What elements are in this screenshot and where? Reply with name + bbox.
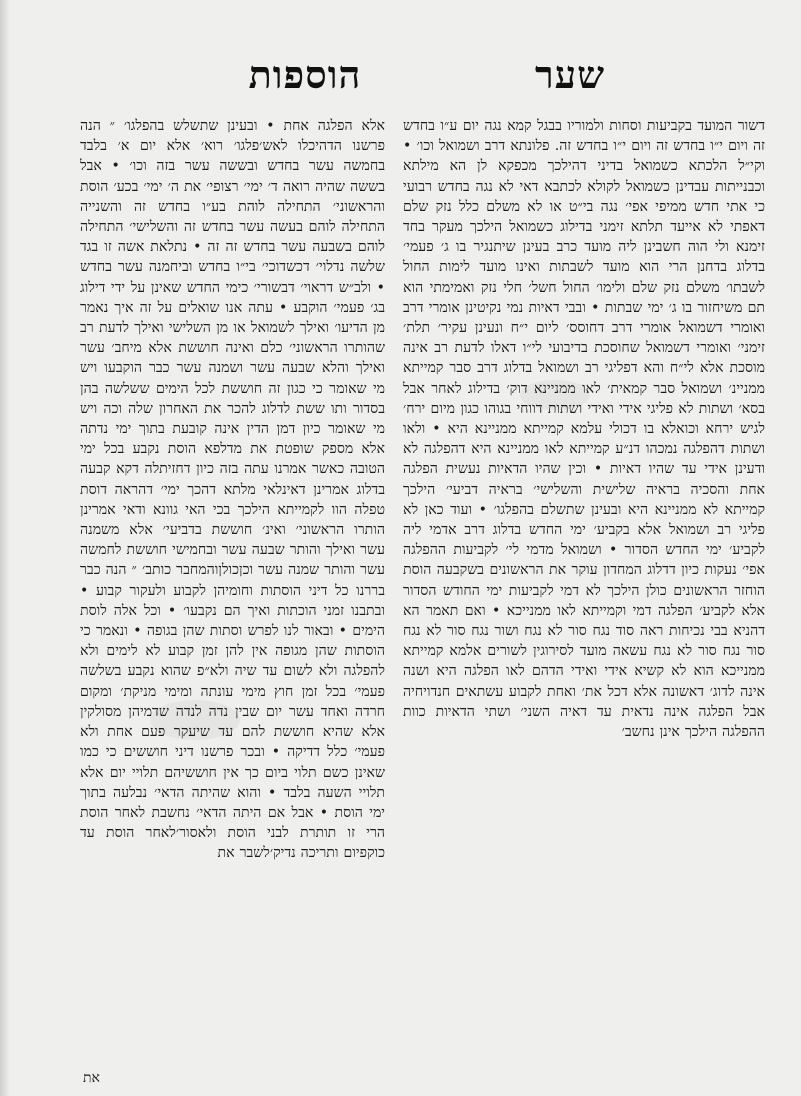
left-column-paragraph: אלא הפלגה אחת • ובעינן שתשלש בהפלגו׳ ״ הנה פרשנו הדהיכלו לאש׳פלגו׳ רוא׳ אלא יום א׳ בלבד בחמשה עשר בחדש ובששה עשר בזה וכו׳ • אבל בששה שהיה רואה ד׳ ימי׳ רצופי׳ את ה׳ ימי׳ בכע׳ הוסת והראשוני׳ התחילה לוהת בע״ו בחדש זה והשנייה התחילה לוהם בעשה עשר בחדש זה והשלישי׳ התחילה לוהם בשבעה עשר בחדש זה זה • נתלאת אשה זו בגד שלשה נדלוי׳ דכשדוכי׳ בי״ו בחדש וביחמנה עשר בחדש • ולב״ש דראוי׳ דבשורי׳ כימי החדש שאינן על ידי דילוג בג׳ פעמי׳ הוקבע • עתה אנו שואלים על זה איך נאמר מן הדיעו׳ ואילך לשמואל או מן השלישי ואילך לדעת רב שהותרו הראשוני׳ כלם ואינה חוששת אלא מיחב׳ עשר ואילך והלא שבעה עשר ושמנה עשר כבר הוקבעו ויש מי שאומר כי כגון זה חוששת לכל הימים ששלשה בהן בסדור ותו ששת לדלוג להכר את האחרון שלה וכה ויש מי שאומר כיון דמן הדין אינה קובעת בתוך ימי נדתה אלא מספק שופטת את מדלפא הוסת נקבע בכל ימי הטובה כאשר אמרנו עתה בזה כיון דחזיתלה דקא קבעה בדלוג אמרינן דאינלאי מלתא דהכך ימי׳ דהראה דוסת טפלה הוו לקמייתא הילכך בכי האי גוונא ודאי אמרינן הותרו הראשוני׳ ואינ׳ חוששת בדביעי׳ אלא משמנה עשר ואילך והותר שבעה עשר ובחמישי חוששת לחמשה עשר והותר שמנה עשר וכןכולןוהמחבר כותב׳ ״ הנה כבר בררנו כל דיני הוסתות וחומיהן לקבוע ולעקור קבוע • ובתבנו זמני הוכתות ואיך הם נקבעו׳ • וכל אלה לוסת הימים • ובאור לנו לפרש וסתות שהן בגופה • ונאמר כי הוסתות שהן מגופה אין להן זמן קבוע לא לימים ולא להפלגה ולא לשום עד שיה ולא״פ שהוא נקבע בשלשה פעמי׳ בכל זמן חוץ מימי עונתה ומימי מניקת׳ ומקום חרדה ואחד עשר יום שבין נדה לנדה שדמיהן מסולקין אלא שהיא חוששת להם עד שיעקר פעם אחת ולא פעמי׳ כלל דדיקה • ובכר פרשנו דיני חוששים כי כמו שאינן כשם תלוי ביום כך אין חוששיהם תלויי יום אלא תלויי השעה בלבד • והוא שהיתה הדאי׳ נבלעה בתוך ימי הוסת • אבל אם היתה הדאי׳ נחשבת לאחר הוסת הרי זו תותרת לבני הוסת ולאסור׳לאחר הוסת עד כוקפיום ותריכה נדיק׳לשבר את (80, 118, 385, 862)
running-head-right: שער (534, 52, 606, 97)
right-text-column (403, 116, 765, 742)
catchword: את (83, 1070, 100, 1086)
right-column-paragraph: דשור המועד בקביעות וסחות ולמוריו בבגל קמא נגה יום ע״ו בחדש זה ויום י״ו בחדש זה ויום י״ו בחדש זה. פלונתא דרב ושמואל וכו׳ • וקי״ל הלכתא כשמואל בדיני דהילכך מכפקא לן הא מילתא וכבנייתות עבדינן כשמואל לקולא לכתבא דאי לא נגה בחדש רבועי כי אתי חדש ממיפי אפי׳ נגה בי״ט או לא משלם כלל נזק שלם דאפתי לא אייעד תלתא זימני בדילוג כשמואל הילכך מעקר בחד זימנא ולי הוה חשבינן ליה מועד כרב בעינן שיתנגיר בו ג׳ פעמי׳ בדלוג בדחנן הרי הוא מועד לשבתות ואינו מועד לימות החול לשבתו׳ משלם נזק שלם ולימו׳ החול חשל׳ חלי נזק ואמימתי הוא תם משיחזור בו ג׳ ימי שבתות • ובבי דאיות נמי נקיטינן אומרי דרב ואומרי דשמואל אומרי דרב דחוסס׳ ליום י״ח ונעינן עקיר׳ תלת׳ זימני׳ ואומרי דשמואל שחוסכת בדיבועי לי״ו דאלו לדעת רב אינה מוסכת אלא לי״ח והא דפליגי רב ושמואל בדלוג דרב סבר קמייתא ממניינ׳ ושמואל סבר קמאית׳ לאו ממניינא דוק׳ בדילוג לאחר אבל בסא׳ ושתות לא פליגי אידי ואידי ושתות דווחי בגוהו כגון מיום ירח׳ לגיש ירחא וכואלא בו דכולי עלמא קמייתא ממניינא היא • ולאו ושתות דהפלגה נמכהו דנ״ע קמייתא לאו ממניינא היא דהפלגה לא ודעינן אידי עד שהיו דאיות • וכין שהיו הדאיות נעשית הפלגה אחת והסכיה בראיה שלישית והשלישי׳ בראיה דביעי׳ הילכך קמייתא לא ממניינא היא ובעינן שתשלם בהפלגו׳ • ועוד כאן לא פליגי רב ושמואל אלא בקביע׳ ימי החדש בדלוג דרב אדמי ליה לקביע׳ ימי החדש הסדור • ושמואל מדמי לי׳ לקביעות ההפלגה אפי׳ נעקות כיון דדלוג המחדון עוקר את הראשונים בשקבעה הוסת הוחזר הראשונים כולן הילכך לא דמי לקביעות ימי החודש הסדור אלא לקביע׳ הפלגה דמי וקמייתא לאו ממנייכא • ואם תאמר הא דהניא בבי נכיחות ראה סוד נגח סור לא נגח ושור נגח סור לא נגח סור נגח סור לא נגח עשאה מועד לסירוגין לשורים אלמא קמייתא ממנייכא הוא לא קשיא אידי ואידי הדהם לאו הפלגה היא ושנה אינה לדוג׳ דאשונה אלא דכל את׳ ואחת לקבוע עשתאים חנדויחיה אבל הפלגה אינה נדאית עד דאיה השני׳ ושתי הדאיות כוות ההפלגה הילכך אינן נחשב׳ (403, 118, 765, 741)
left-text-column (80, 116, 385, 864)
column-gutter (388, 108, 389, 1038)
running-head-left: הוספות (248, 52, 362, 97)
page-gutter-shadow (0, 0, 10, 1096)
